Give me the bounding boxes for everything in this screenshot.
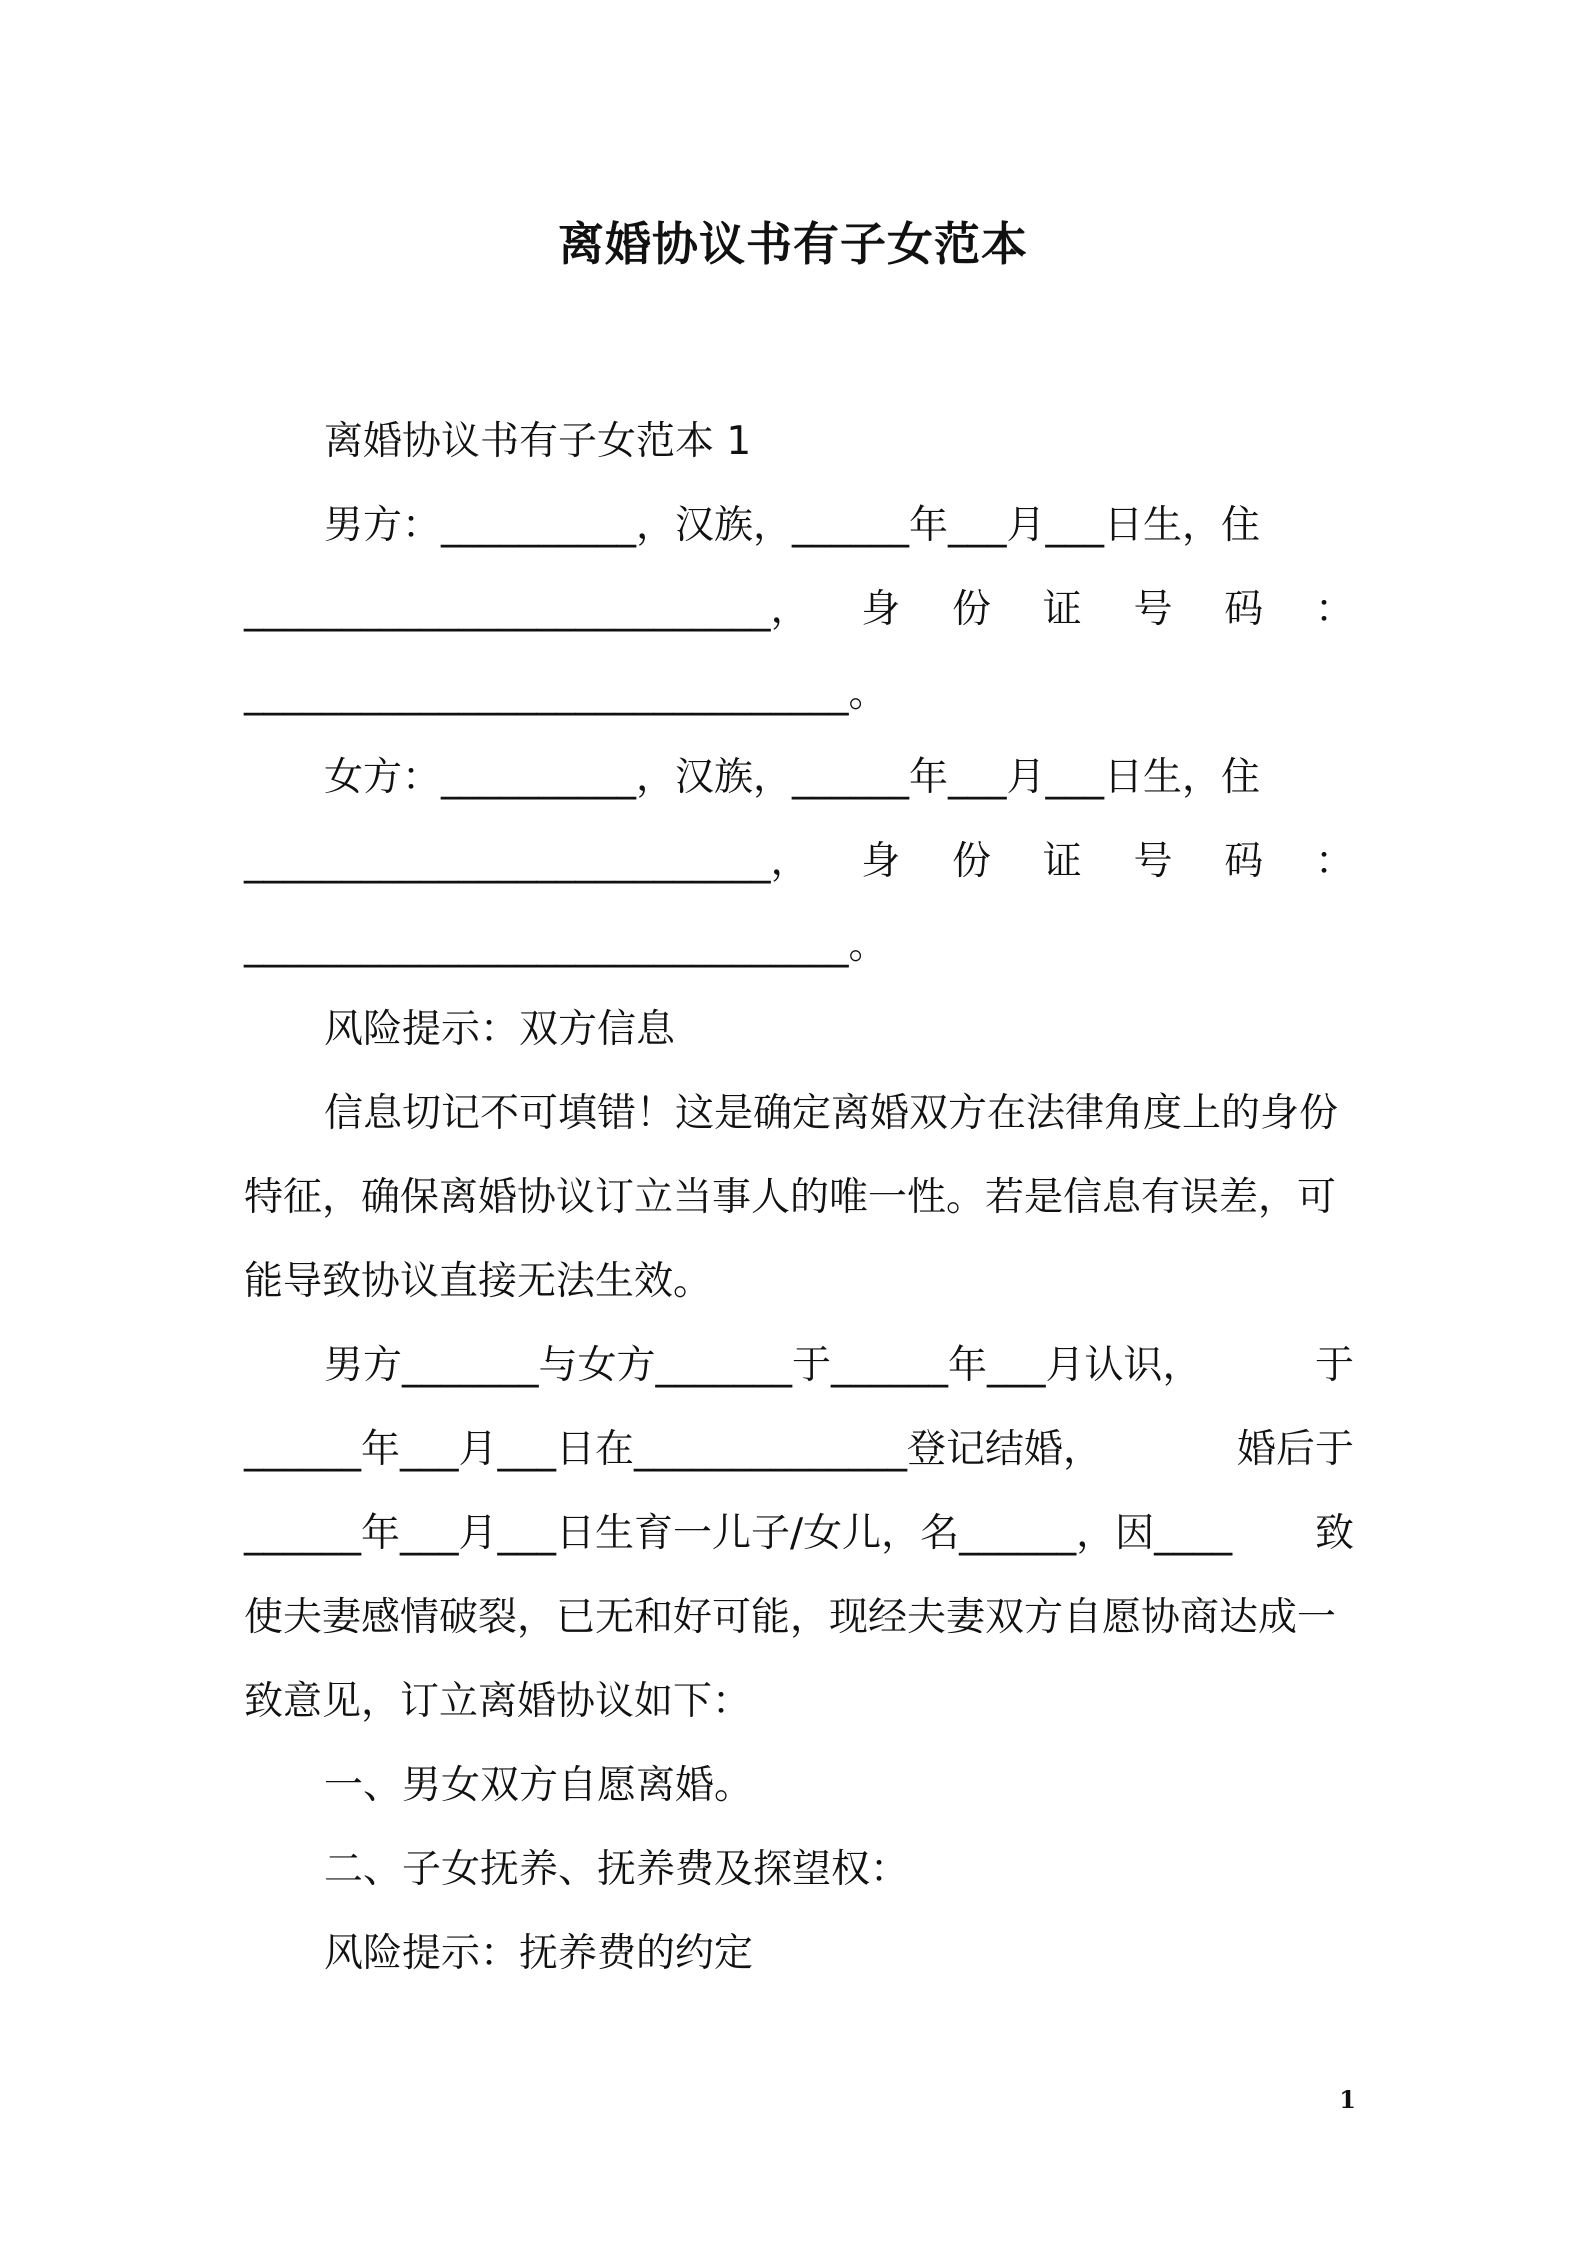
facts-paragraph-line xyxy=(244,1408,1354,1492)
id-label-char: 证 xyxy=(1042,587,1082,632)
facts-text-end: 于 xyxy=(1314,1343,1354,1388)
man-address-blank: ___________________________， xyxy=(244,587,810,632)
woman-address-blank: ___________________________， xyxy=(244,839,810,884)
id-label-char: 身 xyxy=(861,587,901,632)
risk-note-heading: 风险提示：双方信息 xyxy=(324,1007,676,1052)
document-body xyxy=(244,400,1354,1996)
woman-info-line-1: 女方：__________，汉族，______年___月___日生，住 xyxy=(324,755,1261,800)
page-number: 1 xyxy=(1339,2085,1356,2114)
id-label-char: 号 xyxy=(1133,839,1173,884)
id-label-char: 份 xyxy=(951,839,991,884)
id-label-char: 身 xyxy=(861,839,901,884)
document-title: 离婚协议书有子女范本 xyxy=(558,217,1028,271)
id-label-char: 份 xyxy=(951,587,991,632)
id-label-char: 号 xyxy=(1133,587,1173,632)
info-paragraph-line: 信息切记不可填错！这是确定离婚双方在法律角度上的身份 xyxy=(324,1091,1339,1136)
facts-paragraph-line: 致意见，订立离婚协议如下： xyxy=(244,1679,752,1724)
id-label-char: ： xyxy=(1314,587,1354,632)
facts-paragraph-line xyxy=(244,1492,1354,1576)
facts-text: 男方_______与女方_______于______年___月认识， xyxy=(324,1343,1202,1388)
woman-id-blank: _______________________________。 xyxy=(244,923,888,968)
agreement-item-1: 一、男女双方自愿离婚。 xyxy=(324,1763,754,1808)
woman-info-line-2 xyxy=(244,820,1354,904)
man-info-line-1: 男方：__________，汉族，______年___月___日生，住 xyxy=(324,503,1261,548)
id-label-char: 码 xyxy=(1224,587,1264,632)
facts-text: ______年___月___日在______________登记结婚， xyxy=(244,1427,1103,1472)
info-paragraph-line: 能导致协议直接无法生效。 xyxy=(244,1259,713,1304)
facts-text-end: 婚后于 xyxy=(1236,1427,1354,1472)
facts-paragraph-line xyxy=(244,1324,1354,1408)
risk-note-heading: 风险提示：抚养费的约定 xyxy=(324,1931,754,1976)
man-info-line-2 xyxy=(244,568,1354,652)
facts-text: ______年___月___日生育一儿子/女儿，名______，因____ xyxy=(244,1511,1233,1556)
facts-paragraph-line: 使夫妻感情破裂，已无和好可能，现经夫妻双方自愿协商达成一 xyxy=(244,1595,1337,1640)
agreement-item-2: 二、子女抚养、抚养费及探望权： xyxy=(324,1847,910,1892)
info-paragraph-line: 特征，确保离婚协议订立当事人的唯一性。若是信息有误差，可 xyxy=(244,1175,1337,1220)
id-label-char: 证 xyxy=(1042,839,1082,884)
facts-text-end: 致 xyxy=(1314,1511,1354,1556)
id-label-char: 码 xyxy=(1224,839,1264,884)
id-label-char: ： xyxy=(1314,839,1354,884)
man-id-blank: _______________________________。 xyxy=(244,671,888,716)
section-heading: 离婚协议书有子女范本 1 xyxy=(324,419,752,464)
